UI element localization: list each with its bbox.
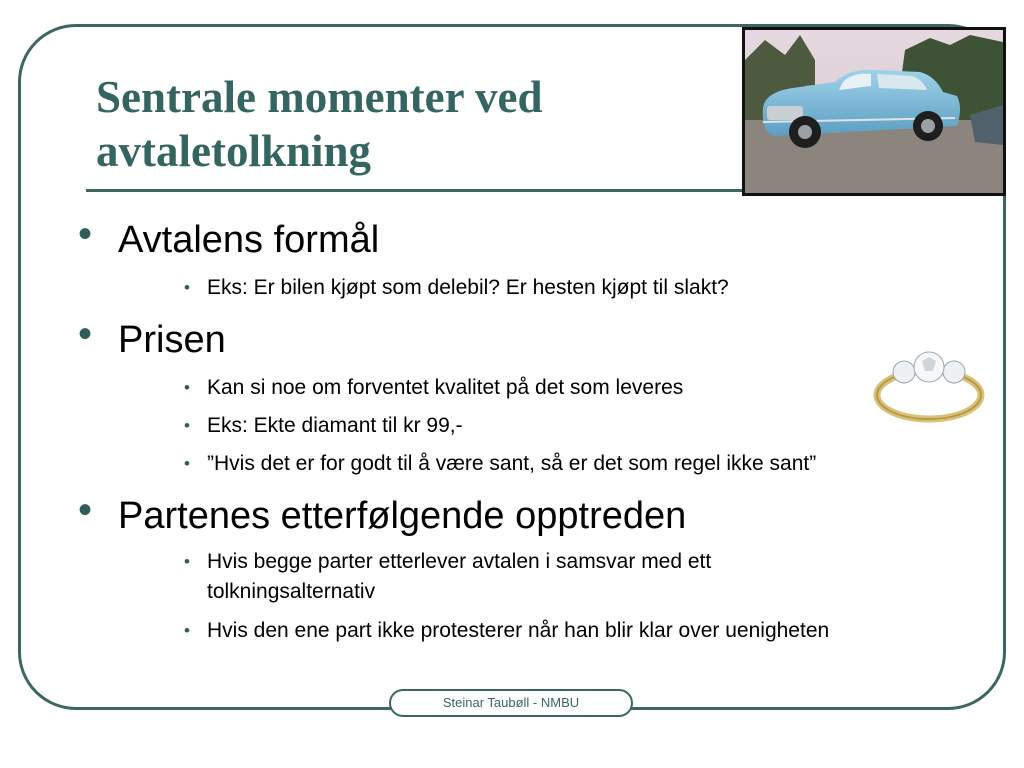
- bullet-prisen: Prisen: [118, 319, 226, 361]
- sub-bullet-begge-parter: Hvis begge parter etterlever avtalen i samsvar med ett tolkningsalternativ: [207, 550, 712, 603]
- sub-bullet-kvalitet: Kan si noe om forventet kvalitet på det som leveres: [207, 376, 684, 399]
- sub-bullet-icon: •: [184, 454, 190, 473]
- bullet-icon: •: [78, 312, 93, 356]
- slide-title: Sentrale momenter ved avtaletolkning: [96, 72, 543, 176]
- sub-bullet-protesterer: Hvis den ene part ikke protesterer når han blir klar over uenigheten: [207, 619, 830, 642]
- sub-bullet-eks-bil: Eks: Er bilen kjøpt som delebil? Er hesten kjøpt til slakt?: [207, 276, 729, 299]
- bullet-icon: •: [78, 212, 93, 256]
- sub-bullet-icon: •: [184, 621, 190, 640]
- sub-bullet-icon: •: [184, 278, 190, 297]
- sub-bullet-icon: •: [184, 552, 190, 571]
- footer-text: Steinar Taubøll - NMBU: [442, 695, 580, 710]
- ring-photo: [870, 345, 988, 425]
- sub-bullet-icon: •: [184, 378, 190, 397]
- footer-label: [389, 689, 633, 717]
- bullet-partenes-opptreden: Partenes etterfølgende opptreden: [118, 495, 687, 537]
- bullet-avtalens-formal: Avtalens formål: [118, 219, 380, 261]
- sub-bullet-icon: •: [184, 416, 190, 435]
- title-underline: [86, 189, 746, 192]
- bullet-icon: •: [78, 488, 93, 532]
- sub-bullet-sitat: ”Hvis det er for godt til å være sant, så er det som regel ikke sant”: [207, 452, 817, 475]
- sub-bullet-diamant: Eks: Ekte diamant til kr 99,-: [207, 414, 463, 437]
- car-photo: [742, 27, 1006, 196]
